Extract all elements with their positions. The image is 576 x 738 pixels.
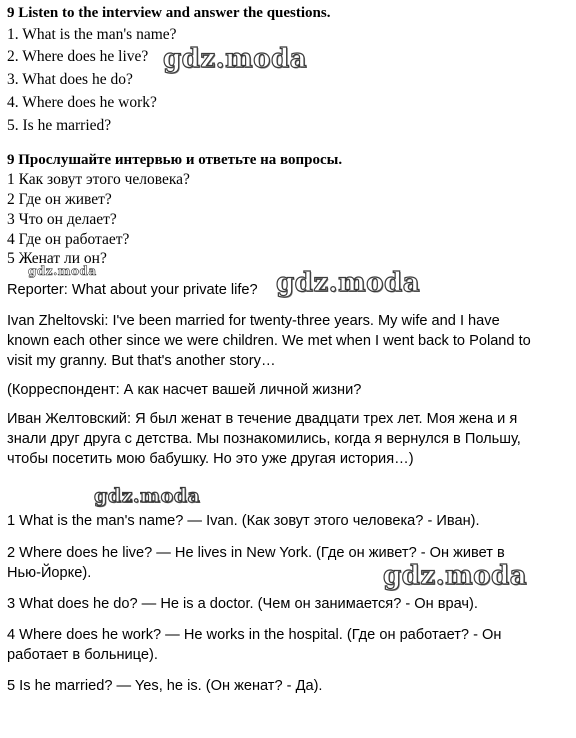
transcript-ivan-line-1: Ivan Zheltovski: I've been married for twenty-three years. My wife and I have <box>7 313 500 329</box>
watermark-logo: gdz.moda <box>163 44 308 74</box>
question-ru-3: 3 Что он делает? <box>7 211 117 228</box>
transcript-reporter-ru: (Корреспондент: А как насчет вашей личной жизни? <box>7 382 362 398</box>
question-en-2: 2. Where does he live? <box>7 48 149 65</box>
transcript-ivan-line-2: known each other since we were children. We met when I went back to Poland to <box>7 333 531 349</box>
watermark-logo: gdz.moda <box>94 485 201 507</box>
watermark-logo: gdz.moda <box>28 264 97 278</box>
transcript-ivan-ru-line-2: знали друг друга с детства. Мы познакомились, когда я вернулся в Польшу, <box>7 431 521 447</box>
answer-4-line-2: работает в больнице). <box>7 647 158 663</box>
answer-5: 5 Is he married? — Yes, he is. (Он женат? - Да). <box>7 678 323 694</box>
transcript-ivan-ru-line-3: чтобы посетить мою бабушку. Но это уже другая история…) <box>7 451 414 467</box>
exercise-heading-en: 9 Listen to the interview and answer the questions. <box>7 5 331 21</box>
question-en-1: 1. What is the man's name? <box>7 26 177 43</box>
question-ru-5: 5 Женат ли он? <box>7 250 107 267</box>
watermark-logo: gdz.moda <box>276 268 421 298</box>
transcript-reporter: Reporter: What about your private life? <box>7 282 258 298</box>
answer-2-line-1: 2 Where does he live? — He lives in New York. (Где он живет? - Он живет в <box>7 545 505 561</box>
question-en-5: 5. Is he married? <box>7 117 112 134</box>
exercise-heading-ru: 9 Прослушайте интервью и ответьте на вопросы. <box>7 152 343 168</box>
question-en-4: 4. Where does he work? <box>7 94 157 111</box>
question-ru-1: 1 Как зовут этого человека? <box>7 171 190 188</box>
question-en-3: 3. What does he do? <box>7 71 133 88</box>
answer-2-line-2: Нью-Йорке). <box>7 565 92 581</box>
question-ru-2: 2 Где он живет? <box>7 191 112 208</box>
answer-1: 1 What is the man's name? — Ivan. (Как зовут этого человека? - Иван). <box>7 513 480 529</box>
answer-4-line-1: 4 Where does he work? — He works in the hospital. (Где он работает? - Он <box>7 627 502 643</box>
watermark-logo: gdz.moda <box>383 561 528 591</box>
transcript-ivan-ru-line-1: Иван Желтовский: Я был женат в течение двадцати трех лет. Моя жена и я <box>7 411 518 427</box>
question-ru-4: 4 Где он работает? <box>7 231 130 248</box>
answer-3: 3 What does he do? — He is a doctor. (Чем он занимается? - Он врач). <box>7 596 478 612</box>
transcript-ivan-line-3: visit my granny. But that's another story… <box>7 353 276 369</box>
